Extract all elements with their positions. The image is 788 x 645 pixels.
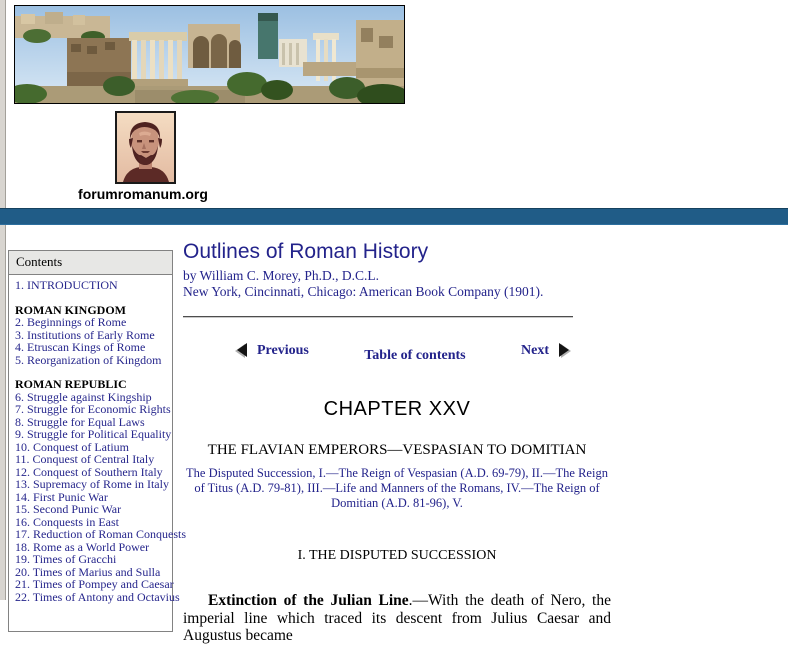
sidebar-item[interactable]: 18. Rome as a World Power [15, 539, 150, 554]
paragraph-lead: Extinction of the Julian Line [208, 592, 409, 609]
sidebar-section-heading: ROMAN REPUBLIC [15, 377, 127, 391]
next-arrow-icon [557, 342, 573, 359]
sidebar-item[interactable]: 16. Conquests in East [15, 514, 119, 529]
sidebar-item[interactable]: 21. Times of Pompey and Caesar [15, 577, 174, 591]
sidebar-item[interactable]: 10. Conquest of Latium [15, 439, 129, 454]
previous-link[interactable] [233, 342, 309, 359]
header-divider-bar [0, 208, 788, 225]
site-name: forumromanum.org [78, 186, 208, 202]
sidebar-item[interactable]: 9. Struggle for Political Equality [15, 427, 172, 441]
site-logo-bust-image[interactable] [115, 111, 176, 184]
sidebar-item[interactable]: 3. Institutions of Early Rome [15, 327, 155, 342]
sidebar-item[interactable]: 19. Times of Gracchi [15, 552, 117, 566]
chapter-nav [183, 342, 573, 364]
chapter-heading: CHAPTER XXV [323, 398, 471, 420]
contents-title: Contents [9, 251, 172, 275]
sidebar-item[interactable]: 13. Supremacy of Rome in Italy [15, 477, 169, 491]
contents-sidebar [8, 250, 186, 632]
bust-illustration [117, 113, 174, 182]
sidebar-item[interactable]: 5. Reorganization of Kingdom [15, 352, 162, 367]
divider-rule [183, 316, 573, 318]
sidebar-item[interactable]: 15. Second Punic War [15, 502, 122, 516]
sidebar-section-heading: ROMAN KINGDOM [15, 302, 126, 317]
forum-panorama-illustration [15, 6, 404, 103]
section-heading: I. THE DISPUTED SUCCESSION [297, 548, 497, 563]
sidebar-item[interactable]: 11. Conquest of Central Italy [15, 452, 155, 466]
author-byline: by William C. Morey, Ph.D., D.C.L. [183, 268, 379, 283]
next-label: Next [521, 342, 549, 358]
chapter-subtitle: THE FLAVIAN EMPERORS—VESPASIAN TO DOMITIAN [207, 442, 587, 458]
previous-label: Previous [257, 342, 309, 358]
table-of-contents-link[interactable]: Table of contents [364, 348, 466, 363]
sidebar-item[interactable]: 7. Struggle for Economic Rights [15, 402, 171, 416]
sidebar-item[interactable]: 8. Struggle for Equal Laws [15, 414, 145, 429]
sidebar-item[interactable]: 22. Times of Antony and Octavius [15, 589, 180, 604]
sidebar-item[interactable]: 4. Etruscan Kings of Rome [15, 340, 146, 354]
next-link[interactable] [521, 342, 573, 359]
publisher-line: New York, Cincinnati, Chicago: American Book Company (1901). [183, 283, 544, 299]
sidebar-item[interactable]: 20. Times of Marius and Sulla [15, 564, 161, 579]
contents-list [9, 275, 186, 609]
previous-arrow-icon [233, 342, 249, 359]
sidebar-item[interactable]: 12. Conquest of Southern Italy [15, 464, 163, 479]
paragraph-text: .—With the death of Nero, the imperial line which traced its descent from Julius Caesar and Augustus became [183, 592, 611, 644]
sidebar-item[interactable]: 2. Beginnings of Rome [15, 315, 127, 329]
sidebar-item[interactable]: 17. Reduction of Roman Conquests [15, 527, 186, 541]
sidebar-item[interactable]: 14. First Punic War [15, 489, 108, 504]
sidebar-item[interactable]: 6. Struggle against Kingship [15, 389, 152, 404]
roman-forum-panorama-image [14, 5, 405, 104]
chapter-summary: The Disputed Succession, I.—The Reign of Vespasian (A.D. 69-79), II.—The Reign of Titus (A.D. 79-81), III.—Life and Manners of the Romans, IV.—The Reign of Domitian (A.D. 81-96), V. [186, 466, 608, 510]
main-content [183, 240, 611, 645]
sidebar-item[interactable]: 1. INTRODUCTION [15, 278, 118, 292]
window-left-edge [0, 0, 6, 600]
page-title: Outlines of Roman History [183, 240, 429, 263]
